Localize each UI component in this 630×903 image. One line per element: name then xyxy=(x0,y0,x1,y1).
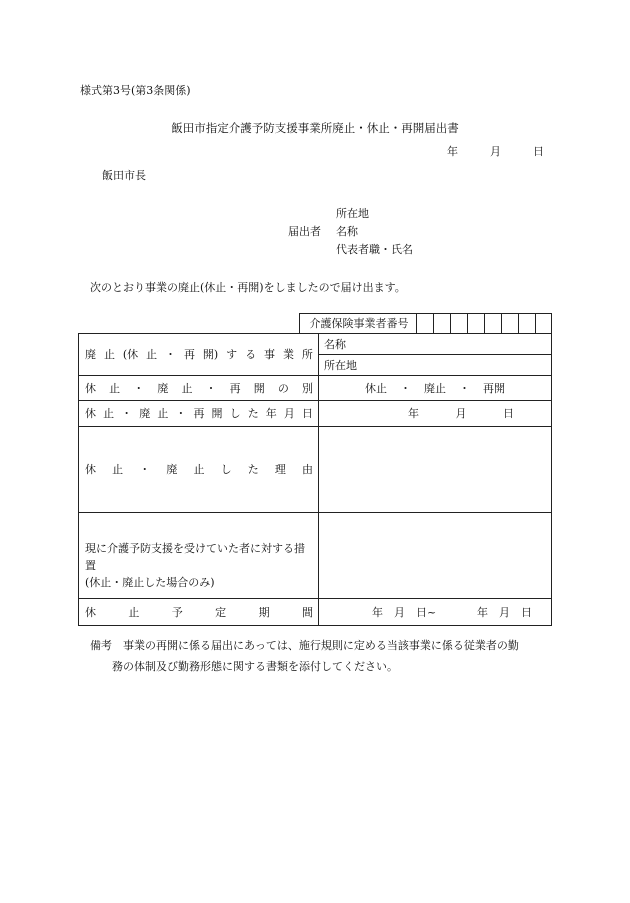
period-to[interactable]: 年 月 日 xyxy=(477,605,532,619)
action-type-options: 休止 ・ 廃止 ・ 再開 xyxy=(365,381,505,395)
period-from[interactable]: 年 月 日~ xyxy=(372,605,437,619)
date-day-label: 日 xyxy=(533,145,544,158)
submission-date xyxy=(447,143,544,159)
action-date-value[interactable]: 年 月 日 xyxy=(408,407,514,420)
provider-number-input[interactable] xyxy=(417,314,551,332)
submitter-address-label: 所在地 xyxy=(336,207,369,220)
remarks-note: 備考 事業の再開に係る届出にあっては、施行規則に定める当該事業に係る従業者の勤 務の体制及び勤務形態に関する書類を添付してください。 xyxy=(90,639,519,673)
option-abolish[interactable]: 廃止 xyxy=(424,381,446,395)
planned-period-label: 休 止 予 定 期 間 xyxy=(85,605,313,619)
form-number: 様式第3号(第3条関係) xyxy=(80,84,191,97)
submitter-representative-label: 代表者職・氏名 xyxy=(336,243,413,256)
office-address-label: 所在地 xyxy=(324,358,357,372)
date-year-label: 年 xyxy=(447,145,458,158)
intro-statement: 次のとおり事業の廃止(休止・再開)をしましたので届け出ます。 xyxy=(90,281,406,294)
office-address-input[interactable] xyxy=(370,356,548,374)
provider-number-label: 介護保険事業者番号 xyxy=(309,317,409,330)
addressee: 飯田市長 xyxy=(102,169,146,182)
action-date-label: 休 止 ・ 廃 止 ・ 再 開 し た 年 月 日 xyxy=(85,407,313,420)
option-resume[interactable]: 再開 xyxy=(483,381,505,395)
option-suspend[interactable]: 休止 xyxy=(365,381,387,395)
reason-input[interactable] xyxy=(320,428,549,510)
office-name-input[interactable] xyxy=(360,335,548,353)
submitter-name-label: 名称 xyxy=(336,225,358,238)
measures-label: 現に介護予防支援を受けていた者に対する措置 (休止・廃止した場合のみ) xyxy=(85,542,305,589)
reason-label: 休 止 ・ 廃 止 し た 理 由 xyxy=(85,463,313,476)
office-name-label: 名称 xyxy=(324,337,346,351)
business-office-label: 廃 止 (休 止 ・ 再 開) す る 事 業 所 xyxy=(85,348,313,361)
submitter-label: 届出者 xyxy=(288,225,321,238)
action-type-label: 休 止 ・ 廃 止 ・ 再 開 の 別 xyxy=(85,381,313,395)
date-month-label: 月 xyxy=(490,145,501,158)
form-title: 飯田市指定介護予防支援事業所廃止・休止・再開届出書 xyxy=(171,121,459,135)
measures-input[interactable] xyxy=(320,514,549,596)
